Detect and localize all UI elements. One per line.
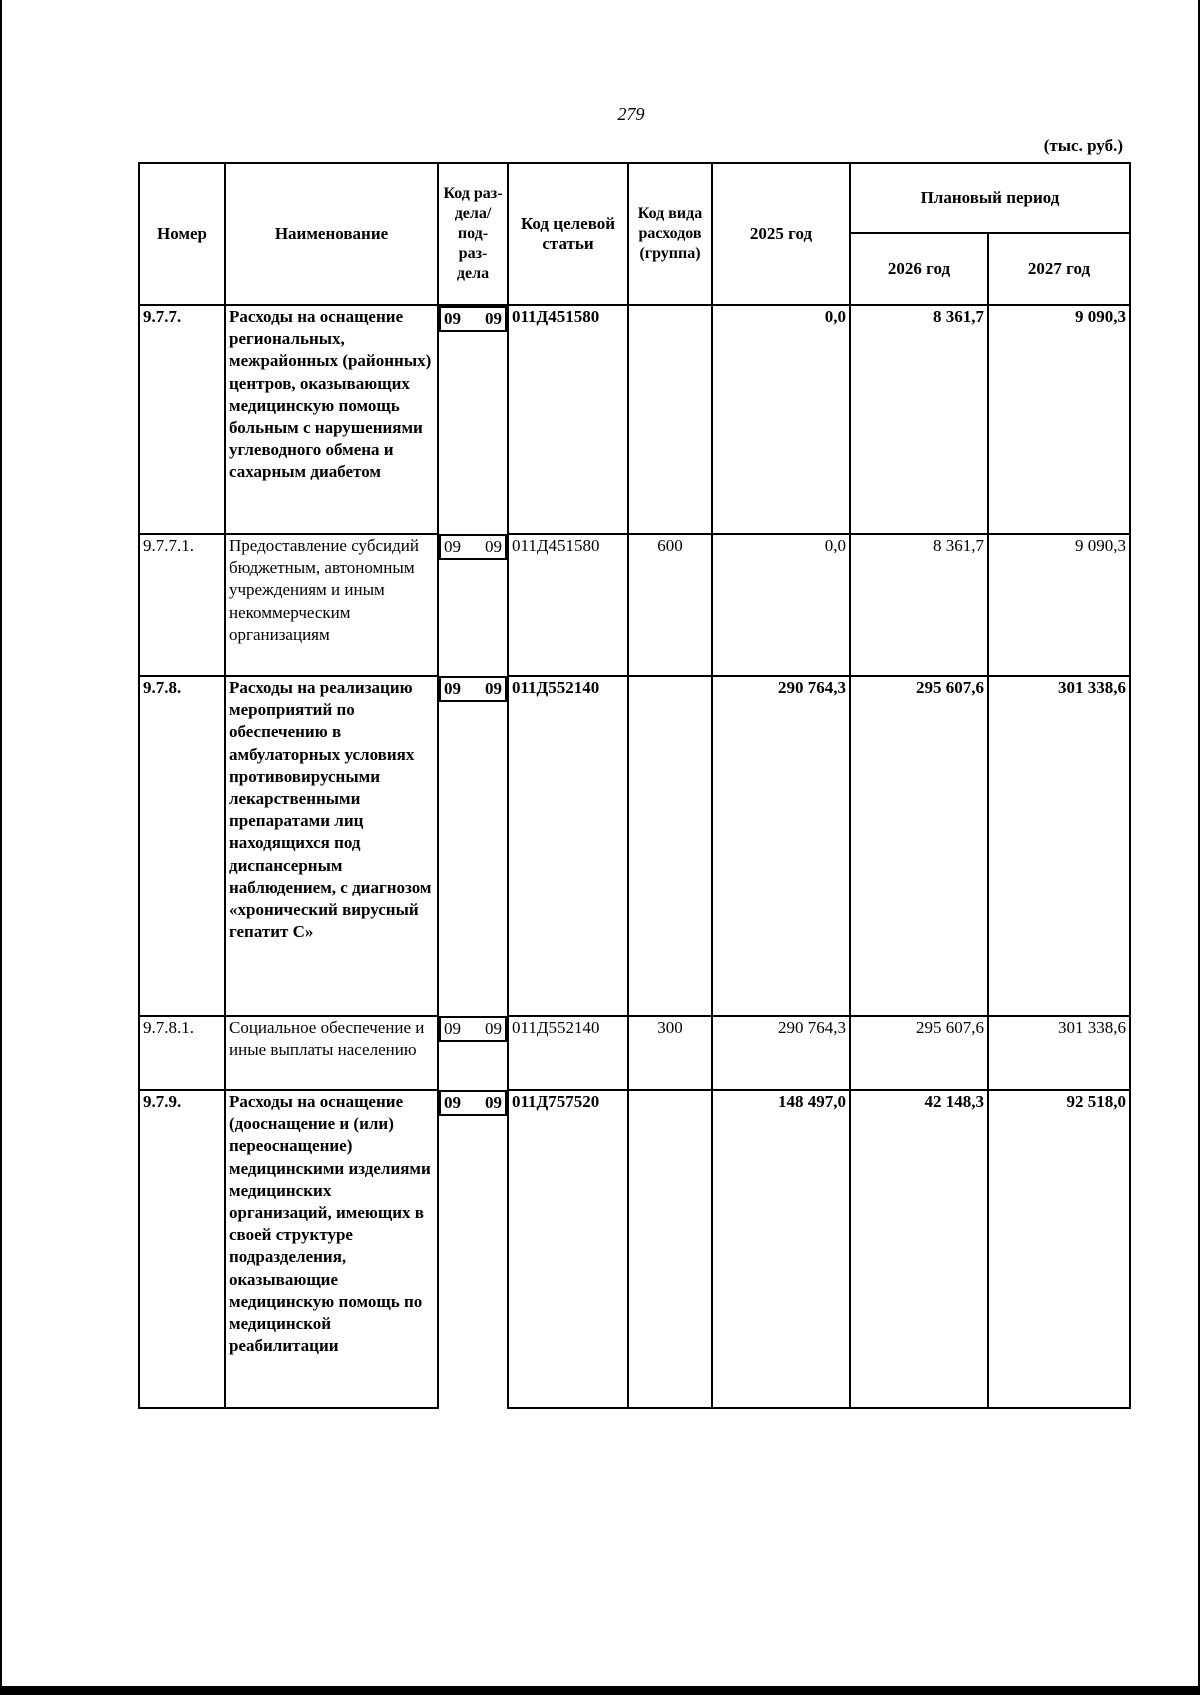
row-section: 09 <box>444 679 461 698</box>
row-expense-type: 600 <box>628 534 712 676</box>
row-target-code: 011Д451580 <box>508 305 628 534</box>
row-name: Предоставление субсидий бюджетным, автономным учреждениям и иным некоммерческим организациям <box>225 534 438 676</box>
row-2027: 9 090,3 <box>988 305 1130 534</box>
row-section-code <box>439 306 507 332</box>
row-section-code <box>439 534 507 560</box>
row-2026: 295 607,6 <box>850 676 988 1016</box>
row-target-code: 011Д757520 <box>508 1090 628 1408</box>
header-name: Наименование <box>225 163 438 305</box>
page-edge-left <box>0 0 2 1695</box>
table-row <box>139 1016 1130 1090</box>
row-2027: 301 338,6 <box>988 676 1130 1016</box>
row-name: Расходы на оснащение (дооснащение и (или) переоснащение) медицинскими изделиями медицинских организаций, имеющих в своей структуре подразделения, оказывающие медицинскую помощь по медицинской реабилитации <box>225 1090 438 1408</box>
row-2026: 8 361,7 <box>850 305 988 534</box>
row-target-code: 011Д552140 <box>508 1016 628 1090</box>
row-2026: 295 607,6 <box>850 1016 988 1090</box>
table-row <box>139 1090 1130 1408</box>
row-number: 9.7.9. <box>139 1090 225 1408</box>
row-expense-type <box>628 1090 712 1408</box>
header-year-2026: 2026 год <box>850 233 988 305</box>
row-section: 09 <box>444 537 461 556</box>
row-section: 09 <box>444 1019 461 1038</box>
row-2025: 290 764,3 <box>712 1016 850 1090</box>
row-2027: 9 090,3 <box>988 534 1130 676</box>
table-row <box>139 305 1130 534</box>
units-label: (тыс. руб.) <box>1043 136 1123 155</box>
row-name: Расходы на оснащение региональных, межрайонных (районных) центров, оказывающих медицинскую помощь больным с нарушениями углеводного обмена и сахарным диабетом <box>225 305 438 534</box>
row-2026: 8 361,7 <box>850 534 988 676</box>
row-section: 09 <box>444 1093 461 1112</box>
row-name: Социальное обеспечение и иные выплаты населению <box>225 1016 438 1090</box>
row-2025: 0,0 <box>712 305 850 534</box>
header-number: Номер <box>139 163 225 305</box>
row-expense-type <box>628 676 712 1016</box>
row-number: 9.7.8.1. <box>139 1016 225 1090</box>
row-section: 09 <box>444 309 461 328</box>
row-subsection: 09 <box>485 1093 502 1112</box>
row-section-code <box>439 676 507 702</box>
row-2027: 92 518,0 <box>988 1090 1130 1408</box>
row-subsection: 09 <box>485 1019 502 1038</box>
row-subsection: 09 <box>485 679 502 698</box>
budget-table <box>138 162 1131 1409</box>
table-row <box>139 534 1130 676</box>
header-planned-period: Плановый период <box>850 163 1130 233</box>
row-2025: 290 764,3 <box>712 676 850 1016</box>
row-number: 9.7.8. <box>139 676 225 1016</box>
row-target-code: 011Д552140 <box>508 676 628 1016</box>
row-target-code: 011Д451580 <box>508 534 628 676</box>
row-expense-type: 300 <box>628 1016 712 1090</box>
page-edge-bottom <box>0 1686 1200 1695</box>
row-2025: 148 497,0 <box>712 1090 850 1408</box>
row-2025: 0,0 <box>712 534 850 676</box>
header-year-2025: 2025 год <box>712 163 850 305</box>
row-section-code <box>439 1016 507 1042</box>
row-2027: 301 338,6 <box>988 1016 1130 1090</box>
row-subsection: 09 <box>485 309 502 328</box>
row-name: Расходы на реализацию мероприятий по обеспечению в амбулаторных условиях противовирусными лекарственными препаратами лиц находящихся под диспансерным наблюдением, с диагнозом «хронический вирусный гепатит С» <box>225 676 438 1016</box>
header-year-2027: 2027 год <box>988 233 1130 305</box>
page-number: 279 <box>617 104 645 124</box>
row-subsection: 09 <box>485 537 502 556</box>
row-2026: 42 148,3 <box>850 1090 988 1408</box>
header-target-code: Код целевой статьи <box>508 163 628 305</box>
row-section-code <box>439 1090 507 1116</box>
header-section-code: Код раз- дела/ под- раз- дела <box>438 163 508 305</box>
row-expense-type <box>628 305 712 534</box>
row-number: 9.7.7. <box>139 305 225 534</box>
table-row <box>139 676 1130 1016</box>
header-expense-type: Код вида расходов (группа) <box>628 163 712 305</box>
row-number: 9.7.7.1. <box>139 534 225 676</box>
